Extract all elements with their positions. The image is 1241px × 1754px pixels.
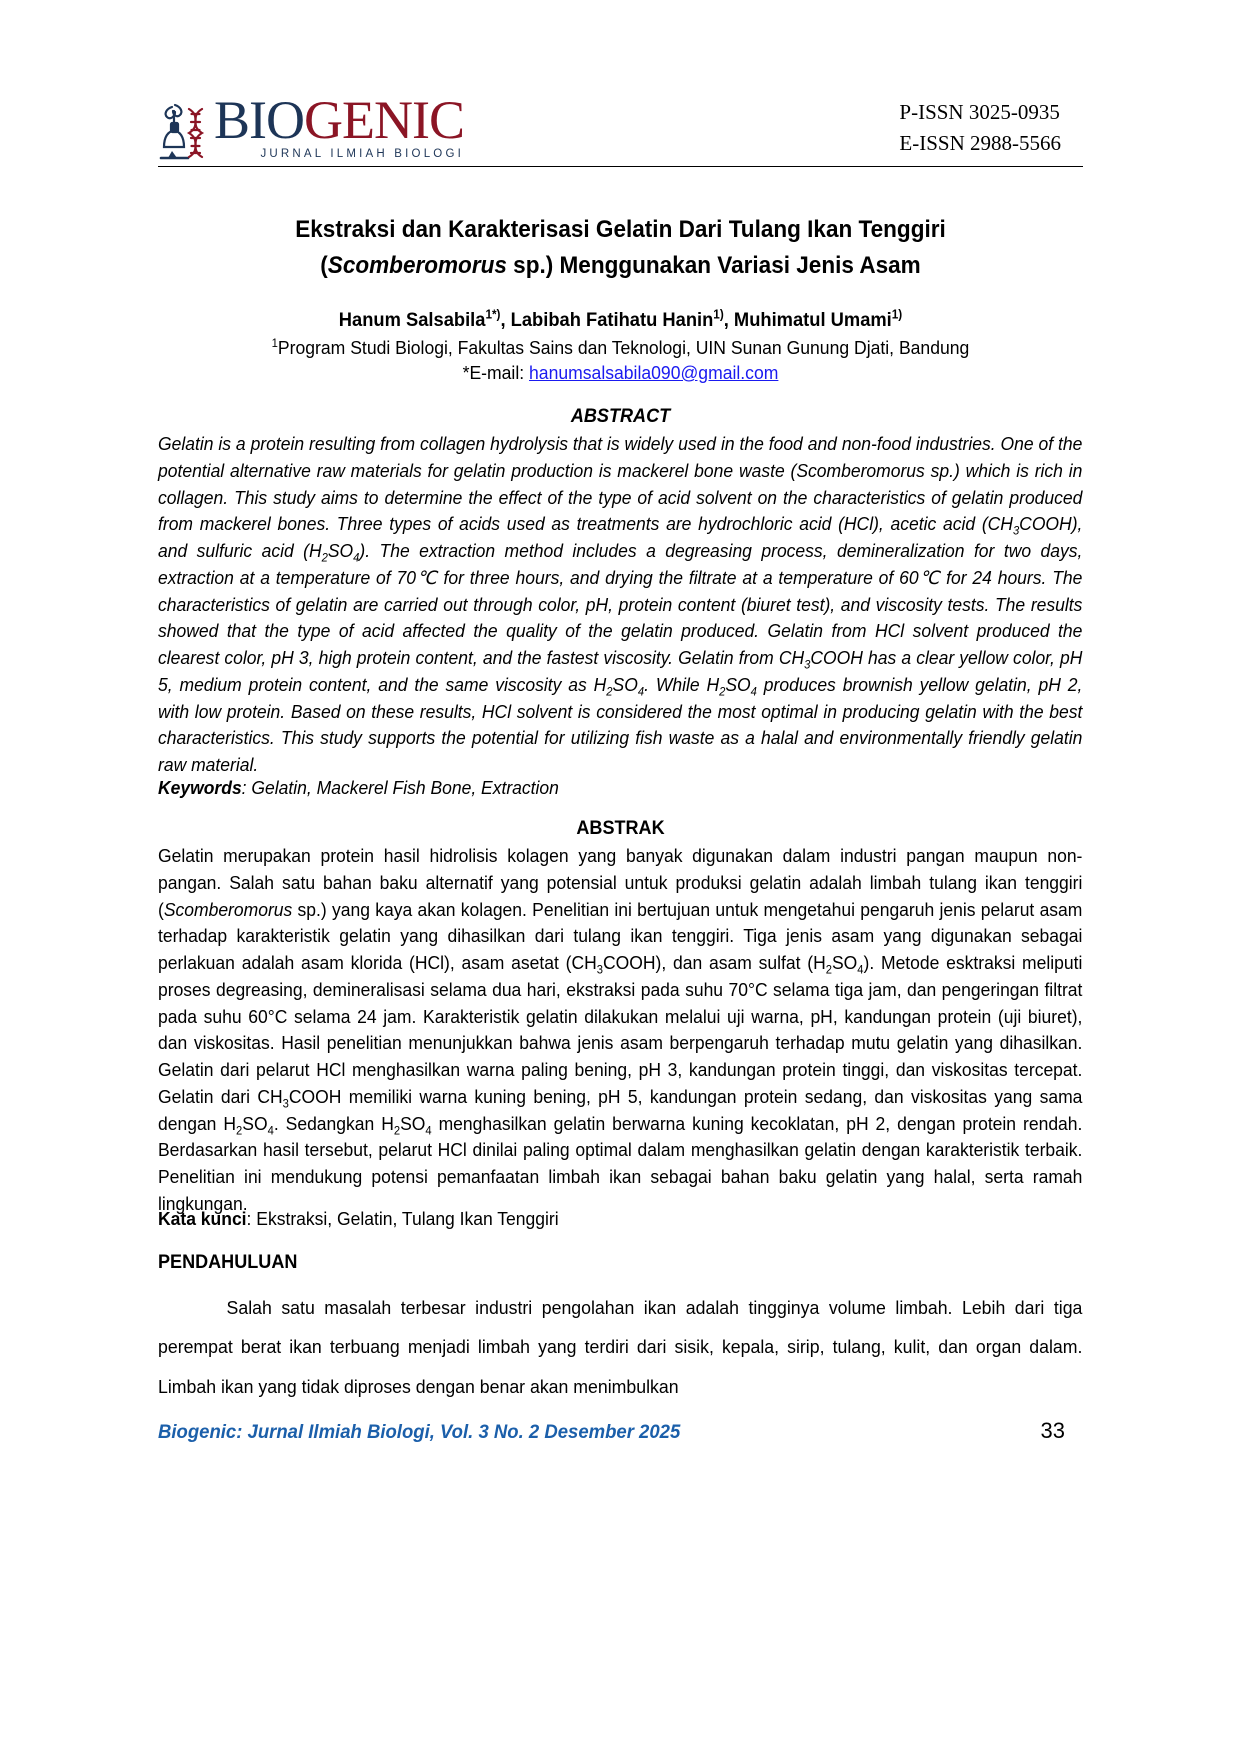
journal-masthead <box>158 86 1083 170</box>
corresponding-email-link[interactable]: hanumsalsabila090@gmail.com <box>529 362 779 383</box>
keywords-en-label: Keywords <box>158 777 242 798</box>
issn-electronic: E-ISSN 2988-5566 <box>899 131 1061 155</box>
issn-block <box>899 97 1083 160</box>
keywords-en <box>158 775 1082 802</box>
section-body-pendahuluan: Salah satu masalah terbesar industri pengolahan ikan adalah tingginya volume limbah. Lebih dari tiga perempat berat ikan terbuang menjadi limbah yang terdiri dari sisik, kepala, sirip, tulang, kulit, dan organ dalam. Limbah ikan yang tidak diproses dengan benar akan menimbulkan <box>158 1297 1083 1397</box>
issn-print: P-ISSN 3025-0935 <box>899 99 1060 124</box>
keywords-id-value: : Ekstraksi, Gelatin, Tulang Ikan Tenggiri <box>246 1208 559 1229</box>
logo-word-genic: GENIC <box>304 90 464 151</box>
keywords-id <box>158 1206 1082 1233</box>
footer-citation: Biogenic: Jurnal Ilmiah Biologi, Vol. 3 No. 2 Desember 2025 <box>158 1421 681 1443</box>
abstract-heading-id: ABSTRAK <box>576 818 665 839</box>
corresponding-email-line <box>181 362 1060 384</box>
journal-logo <box>158 90 464 161</box>
title-paren-open: ( <box>320 251 328 279</box>
keywords-en-value: : Gelatin, Mackerel Fish Bone, Extraction <box>241 777 559 798</box>
abstract-heading-en: ABSTRACT <box>570 406 671 427</box>
keywords-id-label: Kata kunci <box>158 1208 247 1229</box>
article-title <box>195 212 1046 283</box>
section-heading-pendahuluan: PENDAHULUAN <box>158 1252 298 1273</box>
author-list: Hanum Salsabila$^{1*)}$, Labibah Fatihatu Hanin$^{1)}$, Muhimatul Umami$^{1)}$ <box>338 307 903 331</box>
abstract-body-id: Gelatin merupakan protein hasil hidrolisis kolagen yang banyak digunakan dalam industri pangan maupun non-pangan. Salah satu bahan baku alternatif yang potensial untuk produksi gelatin adalah limbah tulang ikan tenggiri (Scomberomorus sp.) yang kaya akan kolagen. Penelitian ini bertujuan untuk mengetahui pengaruh jenis pelarut asam terhadap karakteristik gelatin yang dihasilkan dari tulang ikan tenggiri. Tiga jenis asam yang digunakan sebagai perlakuan adalah asam klorida (HCl), asam asetat $(CH_3COOH)$, dan asam sulfat $(H_2SO_4)$. Metode esktraksi meliputi proses degreasing, demineralisasi selama dua hari, ekstraksi pada suhu 70°C selama tiga jam, dan pengeringan filtrat pada suhu 60°C selama 24 jam. Karakteristik gelatin dilakukan melalui uji warna, pH, kandungan protein (uji biuret), dan viskositas. Hasil penelitian menunjukkan bahwa jenis asam berpengaruh terhadap mutu gelatin yang dihasilkan. Gelatin dari pelarut HCl menghasilkan warna paling bening, pH 3, kandungan protein tinggi, dan viskositas tercepat. Gelatin dari $CH_3COOH$ memiliki warna kuning bening, pH 5, kandungan protein sedang, dan viskositas yang sama dengan $H_2SO_4$. Sedangkan $H_2SO_4$ menghasilkan gelatin berwarna kuning kecoklatan, pH 2, dengan protein rendah. Berdasarkan hasil tersebut, pelarut HCl dinilai paling optimal dalam menghasilkan gelatin dengan karakteristik terbaik. Penelitian ini mendukung potensi pemanfaatan limbah ikan sebagai bahan baku gelatin yang halal, serta ramah lingkungan. <box>158 845 1083 1214</box>
logo-word-bio: BIO <box>214 90 304 151</box>
species-name: Scomberomorus <box>327 251 507 279</box>
masthead-divider <box>158 166 1083 167</box>
article-title-line-1: Ekstraksi dan Karakterisasi Gelatin Dari Tulang Ikan Tenggiri <box>295 216 946 243</box>
author-affiliation: $^1$Program Studi Biologi, Fakultas Sains dan Teknologi, UIN Sunan Gunung Djati, Bandung <box>271 335 970 358</box>
logo-tagline: JURNAL ILMIAH BIOLOGI <box>260 148 464 161</box>
page-footer <box>158 1418 1083 1444</box>
abstract-body-en: Gelatin is a protein resulting from collagen hydrolysis that is widely used in the food and non-food industries. One of the potential alternative raw materials for gelatin production is mackerel bone waste (Scomberomorus sp.) which is rich in collagen. This study aims to determine the effect of the type of acid solvent on the characteristics of gelatin produced from mackerel bones. Three types of acids used as treatments are hydrochloric acid (HCl), acetic acid $(CH_3COOH)$, and sulfuric acid $(H_2SO_4)$. The extraction method includes a degreasing process, demineralization for two days, extraction at a temperature of 70℃ for three hours, and drying the filtrate at a temperature of 60℃ for 24 hours. The characteristics of gelatin are carried out through color, pH, protein content (biuret test), and viscosity tests. The results showed that the type of acid affected the quality of the gelatin produced. Gelatin from HCl solvent produced the clearest color, pH 3, high protein content, and the fastest viscosity. Gelatin from $CH_3COOH$ has a clear yellow color, pH 5, medium protein content, and the same viscosity as $H_2SO_4$. While $H_2SO_4$ produces brownish yellow gelatin, pH 2, with low protein. Based on these results, HCl solvent is considered the most optimal in producing gelatin with the best characteristics. This study supports the potential for utilizing fish waste as a halal and environmentally friendly gelatin raw material. <box>158 433 1083 776</box>
footer-page-number: 33 <box>1040 1418 1065 1443</box>
biogenic-microscope-dna-logo-icon <box>158 101 212 163</box>
title-line2-rest: sp.) Menggunakan Variasi Jenis Asam <box>506 251 921 279</box>
email-label: *E-mail: <box>462 362 530 383</box>
article-title-line-2 <box>195 248 1046 284</box>
